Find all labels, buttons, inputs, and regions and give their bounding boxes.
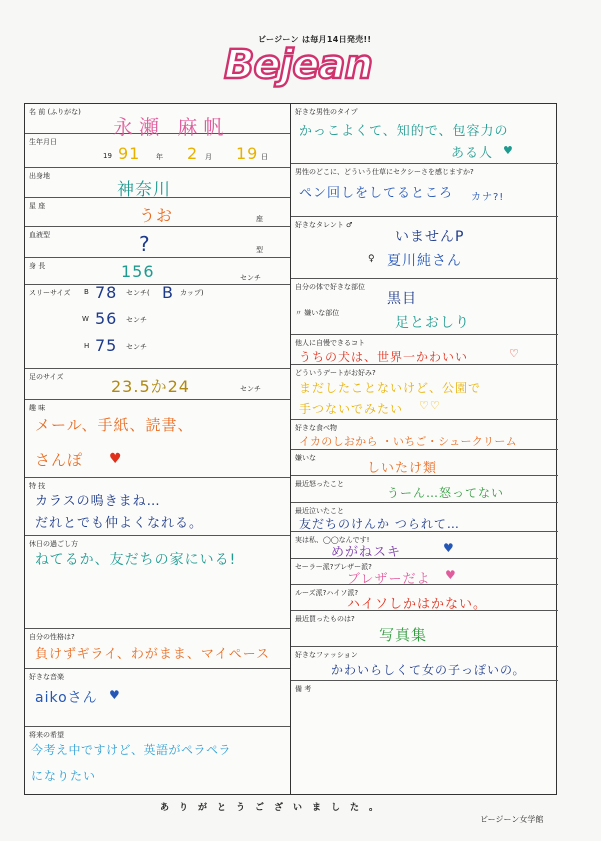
proud-label: 他人に自慢できるコト: [295, 339, 365, 347]
proud-cell: [291, 335, 558, 365]
ideal-cell: [291, 104, 558, 164]
uniform-value: ブレザーだよ: [347, 572, 431, 587]
female-icon: ♀: [368, 254, 375, 264]
dream-line2: になりたい: [31, 769, 97, 783]
ideal-heart-icon: ♥: [503, 144, 514, 157]
left-column: [25, 104, 290, 794]
bust-unit: センチ(: [126, 289, 150, 297]
sign-cell: [25, 198, 290, 227]
proud-value: うちの犬は、世界一かわいい: [299, 350, 469, 364]
ideal-label: 好きな男性のタイプ: [295, 108, 358, 116]
sizes-cell: [25, 285, 290, 369]
notes-cell: [291, 681, 558, 796]
height-value: 156: [121, 262, 155, 281]
hate-label: 嫌いな: [295, 454, 316, 462]
waist-unit: センチ: [126, 316, 147, 324]
sign-unit: 座: [256, 215, 263, 223]
food-cell: [291, 420, 558, 450]
cup-unit: カップ): [180, 289, 204, 297]
height-label: 身 長: [29, 262, 46, 270]
date-cell: [291, 365, 558, 420]
bought-value: 写真集: [379, 626, 428, 644]
food-value: イカのしおから ・いちご・シュークリーム: [299, 435, 517, 448]
thanks-text: ありがとうございました。: [160, 803, 389, 813]
hate-cell: [291, 450, 558, 476]
birthplace-cell: [25, 168, 290, 198]
uniform-heart-icon: ♥: [445, 568, 457, 582]
socks-value: ハイソしかはかない。: [347, 597, 488, 612]
right-column: [290, 104, 558, 794]
blood-unit: 型: [256, 246, 263, 254]
birthday-year-unit: 年: [156, 153, 163, 161]
ideal-line1: かっこよくて、知的で、包容力の: [299, 124, 509, 139]
cried-label: 最近泣いたこと: [295, 507, 344, 515]
date-heart-icon: ♡♡: [419, 399, 441, 412]
dislike-value: 足とおしり: [395, 315, 470, 331]
bodypart-label: 自分の体で好きな部位: [295, 283, 365, 291]
hobby-label: 趣 味: [29, 404, 46, 412]
music-value: aikoさん: [35, 690, 98, 706]
name-cell: [25, 104, 290, 139]
fashion-cell: [291, 647, 558, 681]
uniform-cell: [291, 559, 558, 585]
hip-label: H: [84, 342, 90, 350]
sizes-label: スリーサイズ: [29, 289, 71, 297]
skill-line2: だれとでも仲よくなれる。: [35, 516, 204, 531]
skill-cell: [25, 478, 290, 536]
blood-value: ?: [139, 232, 151, 256]
sign-value: うお: [139, 206, 174, 225]
height-cell: [25, 258, 290, 285]
secret-value: めがねスキ: [331, 545, 402, 560]
fashion-value: かわいらしくて女の子っぽいの。: [331, 663, 526, 677]
birthday-day-unit: 日: [261, 153, 268, 161]
socks-label: ルーズ派?ハイソ派?: [295, 589, 359, 597]
waist-value: 56: [95, 309, 118, 328]
name-value: 永瀬 麻帆: [113, 115, 230, 139]
height-unit: センチ: [240, 274, 261, 282]
talent-label: 好きなタレント ♂: [295, 221, 353, 229]
bought-cell: [291, 611, 558, 647]
ideal-line2: ある人: [451, 146, 494, 161]
waist-label: W: [82, 315, 89, 323]
date-line1: まだしたことないけど、公園で: [299, 381, 482, 395]
holiday-value: ねてるか、友だちの家にいる!: [35, 552, 237, 568]
talent-female: 夏川純さん: [387, 253, 462, 269]
dream-line1: 今考え中ですけど、英語がペラペラ: [31, 743, 232, 757]
date-label: どういうデートがお好み?: [295, 369, 376, 377]
cried-value: 友だちのけんか つられて…: [299, 517, 460, 531]
holiday-cell: [25, 536, 290, 629]
logo-text: Bejean: [224, 42, 372, 88]
bejean-logo: [208, 40, 388, 90]
secret-heart-icon: ♥: [443, 541, 455, 555]
heart-icon: ♥: [109, 451, 123, 467]
name-label: 名 前 (ふりがな): [29, 108, 81, 116]
notes-label: 備 考: [295, 685, 312, 693]
birthday-day: 19: [236, 144, 259, 163]
blood-cell: [25, 227, 290, 258]
hobby-cell: [25, 400, 290, 478]
uniform-label: セーラー派?ブレザー派?: [295, 563, 372, 571]
birthday-month: 2: [187, 144, 199, 163]
personality-label: 自分の性格は?: [29, 633, 75, 641]
birthplace-label: 出身地: [29, 172, 50, 180]
secret-label: 実は私、◯◯なんです!: [295, 536, 370, 544]
cried-cell: [291, 503, 558, 532]
birthday-label: 生年月日: [29, 138, 57, 146]
foot-label: 足のサイズ: [29, 373, 64, 381]
talent-cell: [291, 217, 558, 279]
personality-value: 負けずギライ、わがまま、マイペース: [35, 647, 271, 662]
birthday-cell: [25, 134, 290, 168]
sign-label: 星 座: [29, 202, 46, 210]
hip-value: 75: [95, 336, 118, 355]
sexy-value: ペン回しをしてるところ: [299, 186, 454, 201]
skill-label: 特 技: [29, 482, 46, 490]
socks-cell: [291, 585, 558, 611]
date-line2: 手つないでみたい: [299, 402, 404, 416]
music-heart-icon: ♥: [109, 688, 121, 702]
music-cell: [25, 669, 290, 727]
fashion-label: 好きなファッション: [295, 651, 358, 659]
hobby-line1: メール、手紙、読書、: [35, 416, 194, 434]
hip-unit: センチ: [126, 343, 147, 351]
foot-unit: センチ: [240, 385, 261, 393]
sexy-cell: [291, 164, 558, 217]
angry-label: 最近怒ったこと: [295, 480, 344, 488]
bodypart-value: 黒目: [387, 291, 417, 307]
sexy-label: 男性のどこに、どういう仕草にセクシーさを感じますか?: [295, 168, 474, 176]
food-label: 好きな食べ物: [295, 424, 337, 432]
cup-value: B: [162, 283, 174, 302]
secret-cell: [291, 532, 558, 559]
talent-male: いませんP: [395, 229, 465, 245]
bust-value: 78: [95, 283, 118, 302]
tagline: ビージーン は毎月14日発売!!: [258, 35, 372, 44]
bought-label: 最近買ったものは?: [295, 615, 355, 623]
brand-text: ビージーン女学館: [480, 815, 544, 824]
profile-sheet: [24, 103, 557, 795]
birthplace-value: 神奈川: [117, 180, 171, 200]
blood-label: 血液型: [29, 231, 50, 239]
birthday-year-prefix: 19: [103, 152, 112, 160]
dream-label: 将来の希望: [29, 731, 64, 739]
skill-line1: カラスの鳴きまね…: [35, 494, 161, 509]
bust-label: B: [84, 288, 89, 296]
personality-cell: [25, 629, 290, 669]
hobby-line2: さんぽ: [35, 451, 84, 469]
angry-cell: [291, 476, 558, 503]
dream-cell: [25, 727, 290, 796]
dislike-label: 〃 嫌いな部位: [295, 309, 340, 317]
proud-heart-icon: ♡: [509, 347, 520, 360]
foot-value: 23.5か24: [111, 377, 190, 396]
holiday-label: 休日の過ごし方: [29, 540, 78, 548]
angry-value: うーん…怒ってない: [387, 486, 505, 500]
birthday-month-unit: 月: [205, 153, 212, 161]
foot-cell: [25, 369, 290, 400]
hate-value: しいたけ類: [367, 461, 438, 476]
bodypart-cell: [291, 279, 558, 335]
music-label: 好きな音楽: [29, 673, 64, 681]
sexy-extra: カナ?!: [471, 192, 505, 203]
birthday-year: 91: [118, 144, 141, 163]
